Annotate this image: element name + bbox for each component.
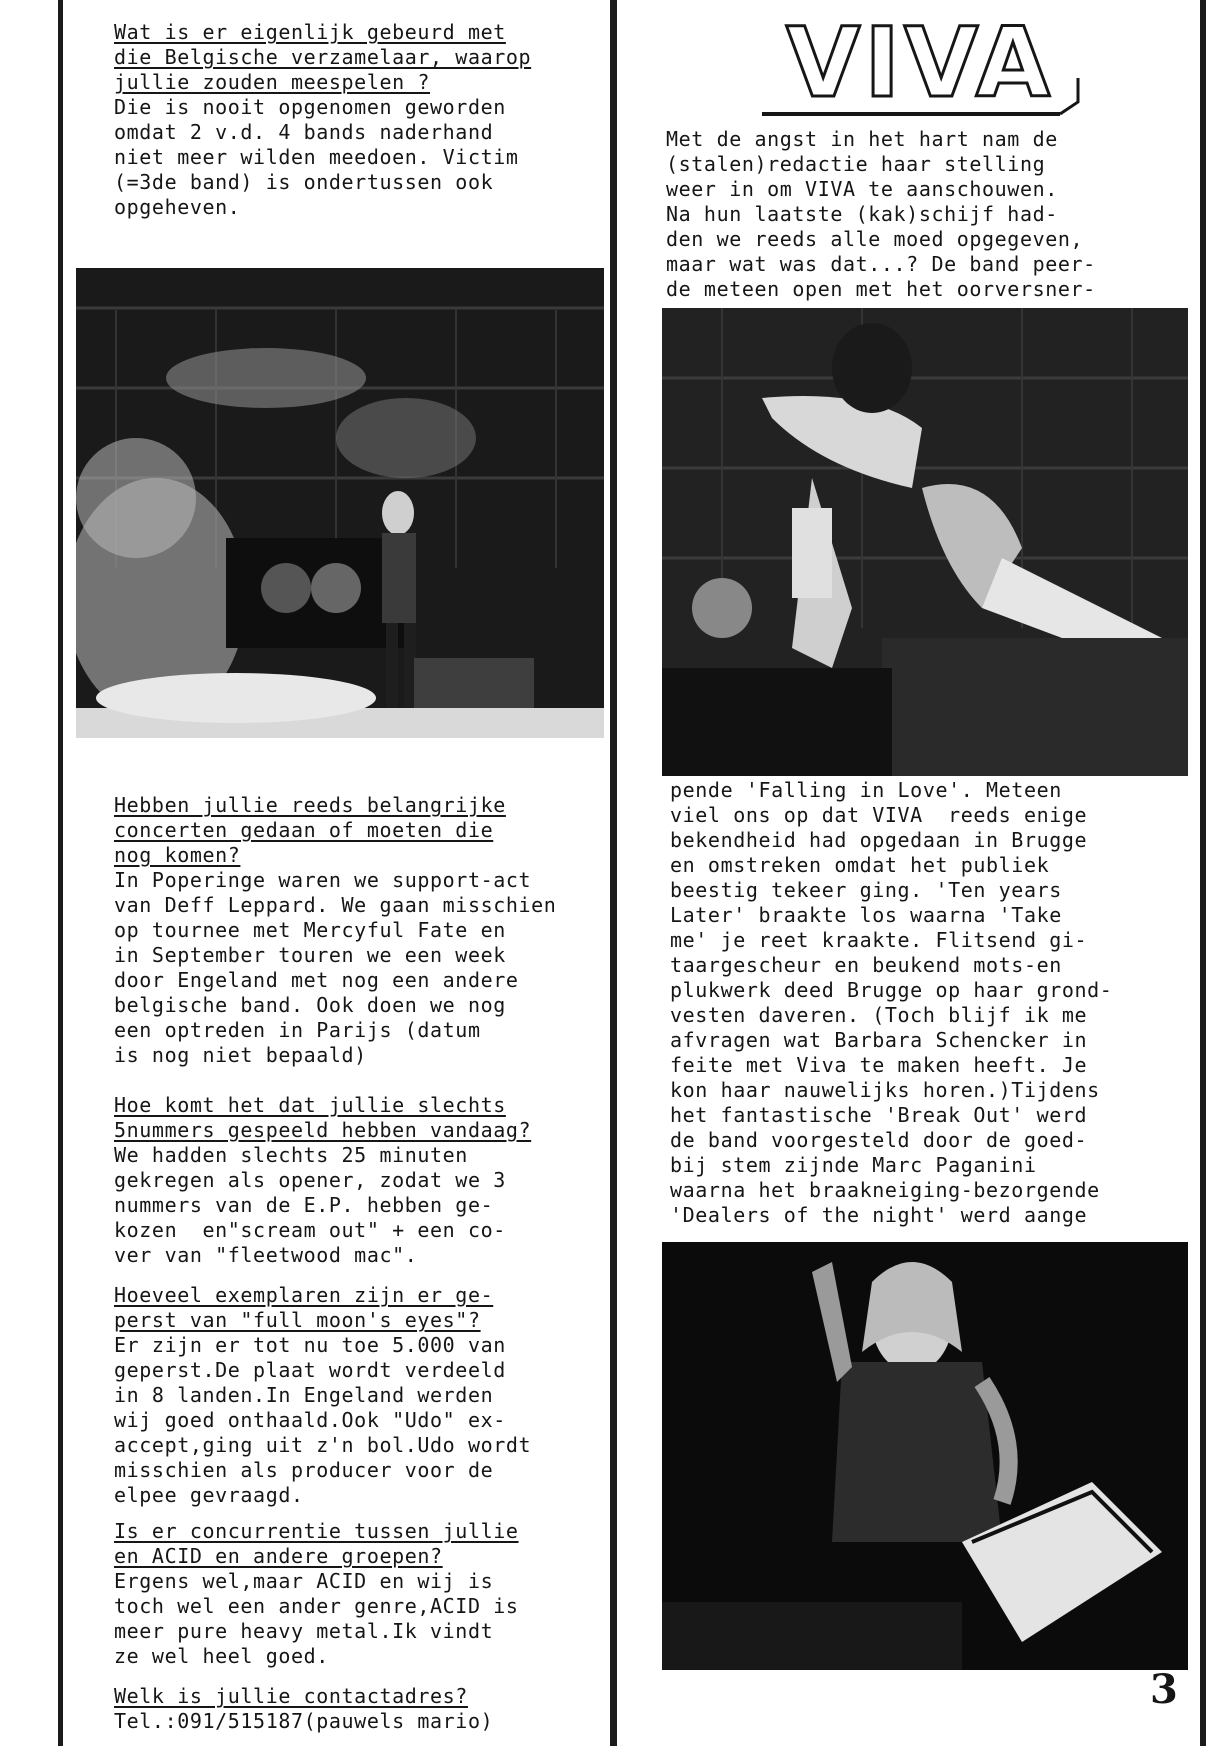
interview-answer-contact: Tel.:091/515187(pauwels mario) bbox=[114, 1709, 494, 1733]
concert-photo-singer-guitarist bbox=[662, 308, 1188, 776]
interview-question-contact: Welk is jullie contactadres? bbox=[114, 1684, 468, 1708]
interview-question-concerts: Hebben jullie reeds belangrijke concerten gedaan of moeten die nog komen? bbox=[114, 793, 506, 867]
interview-answer-compilation: Die is nooit opgenomen geworden omdat 2 v.d. 4 bands naderhand niet meer wilden meedoen. Victim (=3de band) is ondertussen ook opgeheven. bbox=[114, 95, 519, 219]
right-border-rule bbox=[1200, 0, 1206, 1746]
interview-answer-pressing: Er zijn er tot nu toe 5.000 van geperst.De plaat wordt verdeeld in 8 landen.In Engeland werden wij goed onthaald.Ook "Udo" ex- accept,ging uit z'n bol.Udo wordt misschien als producer voor de elpee gevraagd. bbox=[114, 1333, 532, 1507]
review-paragraph-concert: pende 'Falling in Love'. Meteen viel ons op dat VIVA reeds enige bekendheid had opgedaan in Brugge en omstreken omdat het publiek beestig tekeer ging. 'Ten years Later' braakte los waarna 'Take me' je reet kraakte. Flitsend gi- taargescheur en beukend mots-en plukwerk deed Brugge op haar grond- vesten daveren. (Toch blijf ik me afvragen wat Barbara Schencker in feite met Viva te maken heeft. Je kon haar nauwelijks horen.)Tijdens het fantastische 'Break Out' werd de band voorgesteld door de goed- bij stem zijnde Marc Paganini waarna het braakneiging-bezorgende 'Dealers of the night' werd aange bbox=[670, 778, 1113, 1227]
interview-question-pressing: Hoeveel exemplaren zijn er ge- perst van "full moon's eyes"? bbox=[114, 1283, 494, 1332]
concert-photo-stage-smoke bbox=[76, 268, 604, 738]
interview-answer-competition: Ergens wel,maar ACID en wij is toch wel een ander genre,ACID is meer pure heavy metal.Ik vindt ze wel heel goed. bbox=[114, 1569, 519, 1668]
center-divider-rule bbox=[610, 0, 617, 1746]
interview-question-competition: Is er concurrentie tussen jullie en ACID en andere groepen? bbox=[114, 1519, 519, 1568]
page-number: 3 bbox=[1150, 1666, 1178, 1713]
viva-logo bbox=[760, 8, 1080, 118]
viva-logo-text: VIVA bbox=[785, 8, 1055, 118]
interview-answer-concerts: In Poperinge waren we support-act van Deff Leppard. We gaan misschien op tournee met Mercyful Fate en in September touren we een week door Engeland met nog een andere belgische band. Ook doen we nog een optreden in Parijs (datum is nog niet bepaald) bbox=[114, 868, 557, 1067]
review-paragraph-intro: Met de angst in het hart nam de (stalen)redactie haar stelling weer in om VIVA te aanschouwen. Na hun laatste (kak)schijf had- den we reeds alle moed opgegeven, maar wat was dat...? De band peer- de meteen open met het oorversner- bbox=[666, 127, 1096, 301]
interview-answer-setlist: We hadden slechts 25 minuten gekregen als opener, zodat we 3 nummers van de E.P. hebben ge- kozen en"scream out" + een co- ver van "fleetwood mac". bbox=[114, 1143, 506, 1267]
interview-question-setlist: Hoe komt het dat jullie slechts 5nummers gespeeld hebben vandaag? bbox=[114, 1093, 532, 1142]
interview-question-compilation: Wat is er eigenlijk gebeurd met die Belgische verzamelaar, waarop jullie zouden meespelen ? bbox=[114, 20, 532, 94]
concert-photo-singer-closeup bbox=[662, 1242, 1188, 1670]
left-border-rule bbox=[58, 0, 63, 1746]
